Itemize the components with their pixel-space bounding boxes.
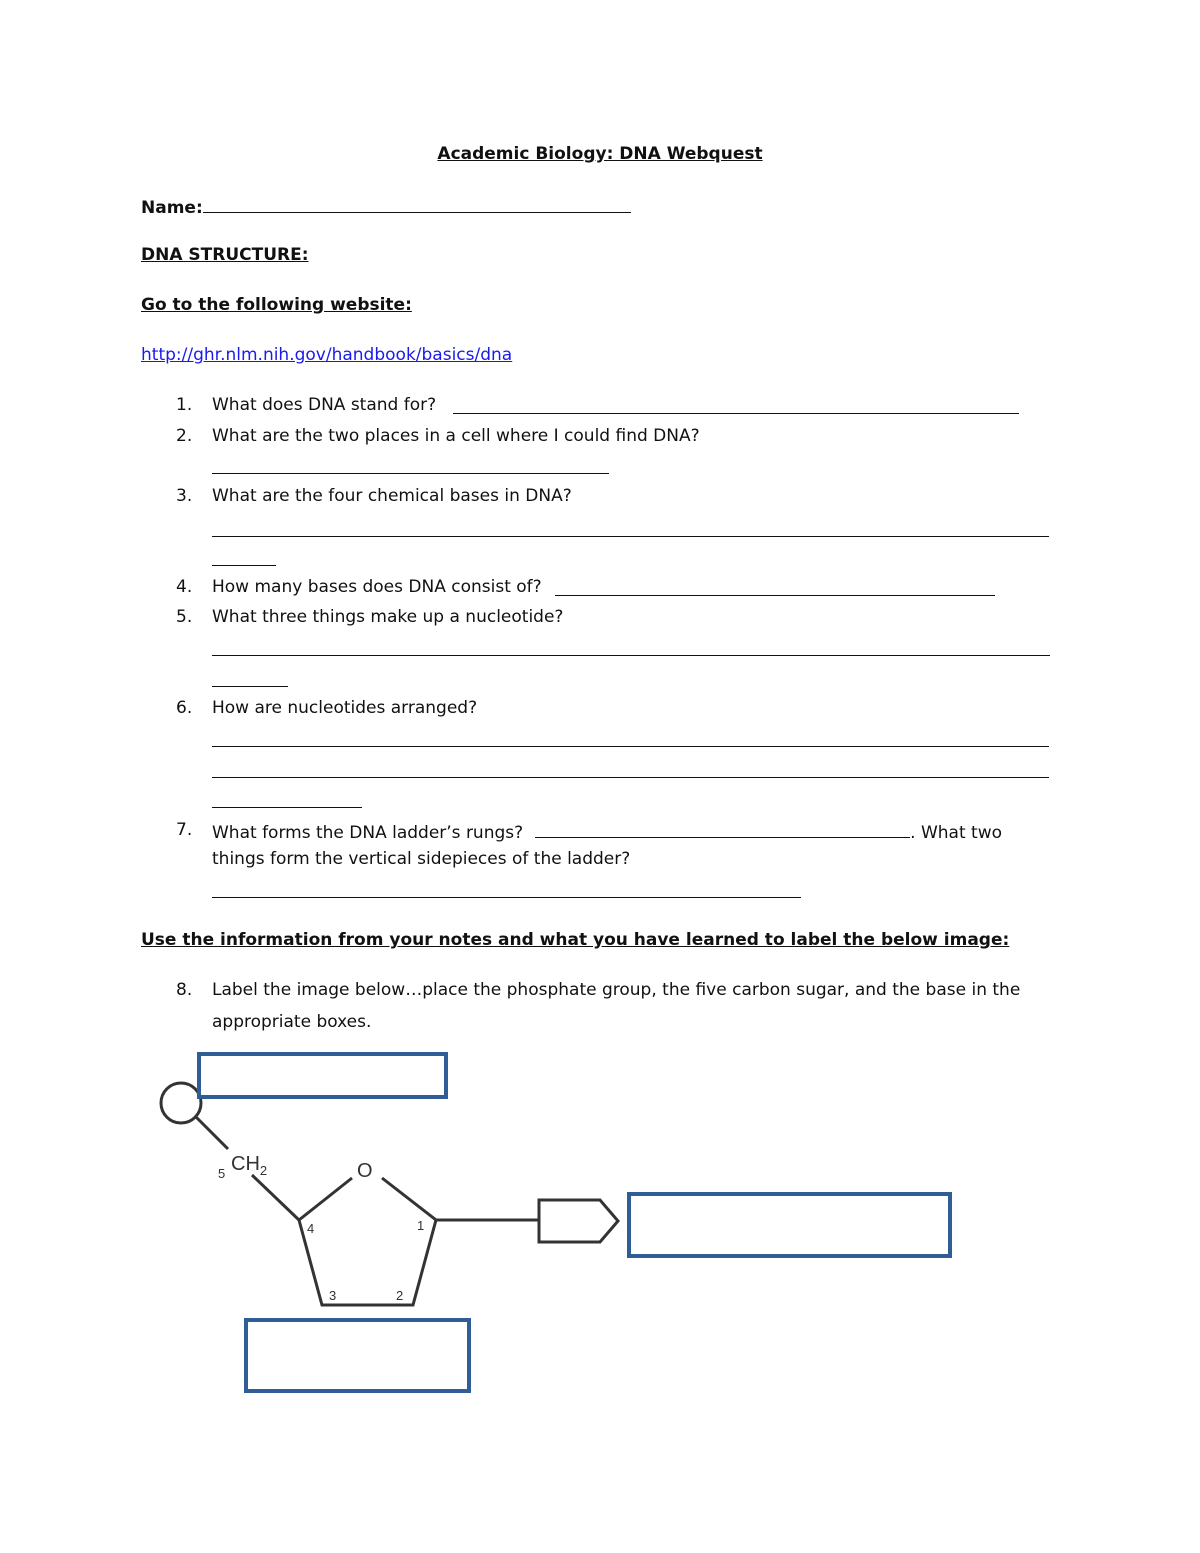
phosphate-label-box[interactable] [197, 1052, 448, 1099]
sugar-label-box[interactable] [244, 1318, 471, 1393]
question-number: 6. [176, 698, 193, 718]
ch2-bond [252, 1175, 299, 1220]
question-4-text: How many bases does DNA consist of? [212, 577, 542, 597]
section-heading: DNA STRUCTURE: [141, 245, 309, 265]
ch2-label: $CH_2$ [231, 1153, 268, 1178]
question-number: 8. [176, 980, 193, 1000]
base-label-box[interactable] [627, 1192, 952, 1258]
question-6-text: How are nucleotides arranged? [212, 698, 478, 718]
website-link[interactable]: http://ghr.nlm.nih.gov/handbook/basics/dna [141, 345, 513, 365]
ring-bond-c4-o [299, 1178, 352, 1220]
question-number: 5. [176, 607, 193, 627]
question-7-text-line-2: things form the vertical sidepieces of the ladder? [212, 849, 631, 869]
question-7-text-after: . What two [910, 823, 1003, 843]
carbon-5-label: 5 [218, 1166, 226, 1181]
question-number: 1. [176, 395, 193, 415]
oxygen-label: O [357, 1160, 373, 1182]
question-7-text: What forms the DNA ladder’s rungs? [212, 823, 524, 843]
base-shape [539, 1200, 618, 1242]
carbon-3-label: 3 [329, 1288, 337, 1303]
carbon-1-label: 1 [417, 1218, 425, 1233]
question-number: 4. [176, 577, 193, 597]
question-number: 7. [176, 820, 193, 840]
question-number: 3. [176, 486, 193, 506]
question-2-text: What are the two places in a cell where I could find DNA? [212, 426, 700, 446]
label-instruction: Use the information from your notes and what you have learned to label the below image: [141, 930, 1010, 950]
question-8-text: Label the image below…place the phosphate group, the five carbon sugar, and the base in the [212, 980, 1021, 1000]
carbon-4-label: 4 [307, 1221, 315, 1236]
question-5-text: What three things make up a nucleotide? [212, 607, 564, 627]
sugar-ring [299, 1178, 436, 1305]
phosphate-circle [161, 1083, 201, 1123]
question-8-text-line-2: appropriate boxes. [212, 1012, 372, 1032]
name-label: Name: [141, 198, 203, 218]
question-1-text: What does DNA stand for? [212, 395, 437, 415]
phosphate-bond [196, 1117, 228, 1149]
carbon-2-label: 2 [396, 1288, 404, 1303]
website-prompt: Go to the following website: [141, 295, 412, 315]
question-number: 2. [176, 426, 193, 446]
page-title: Academic Biology: DNA Webquest [437, 144, 763, 164]
question-3-text: What are the four chemical bases in DNA? [212, 486, 572, 506]
